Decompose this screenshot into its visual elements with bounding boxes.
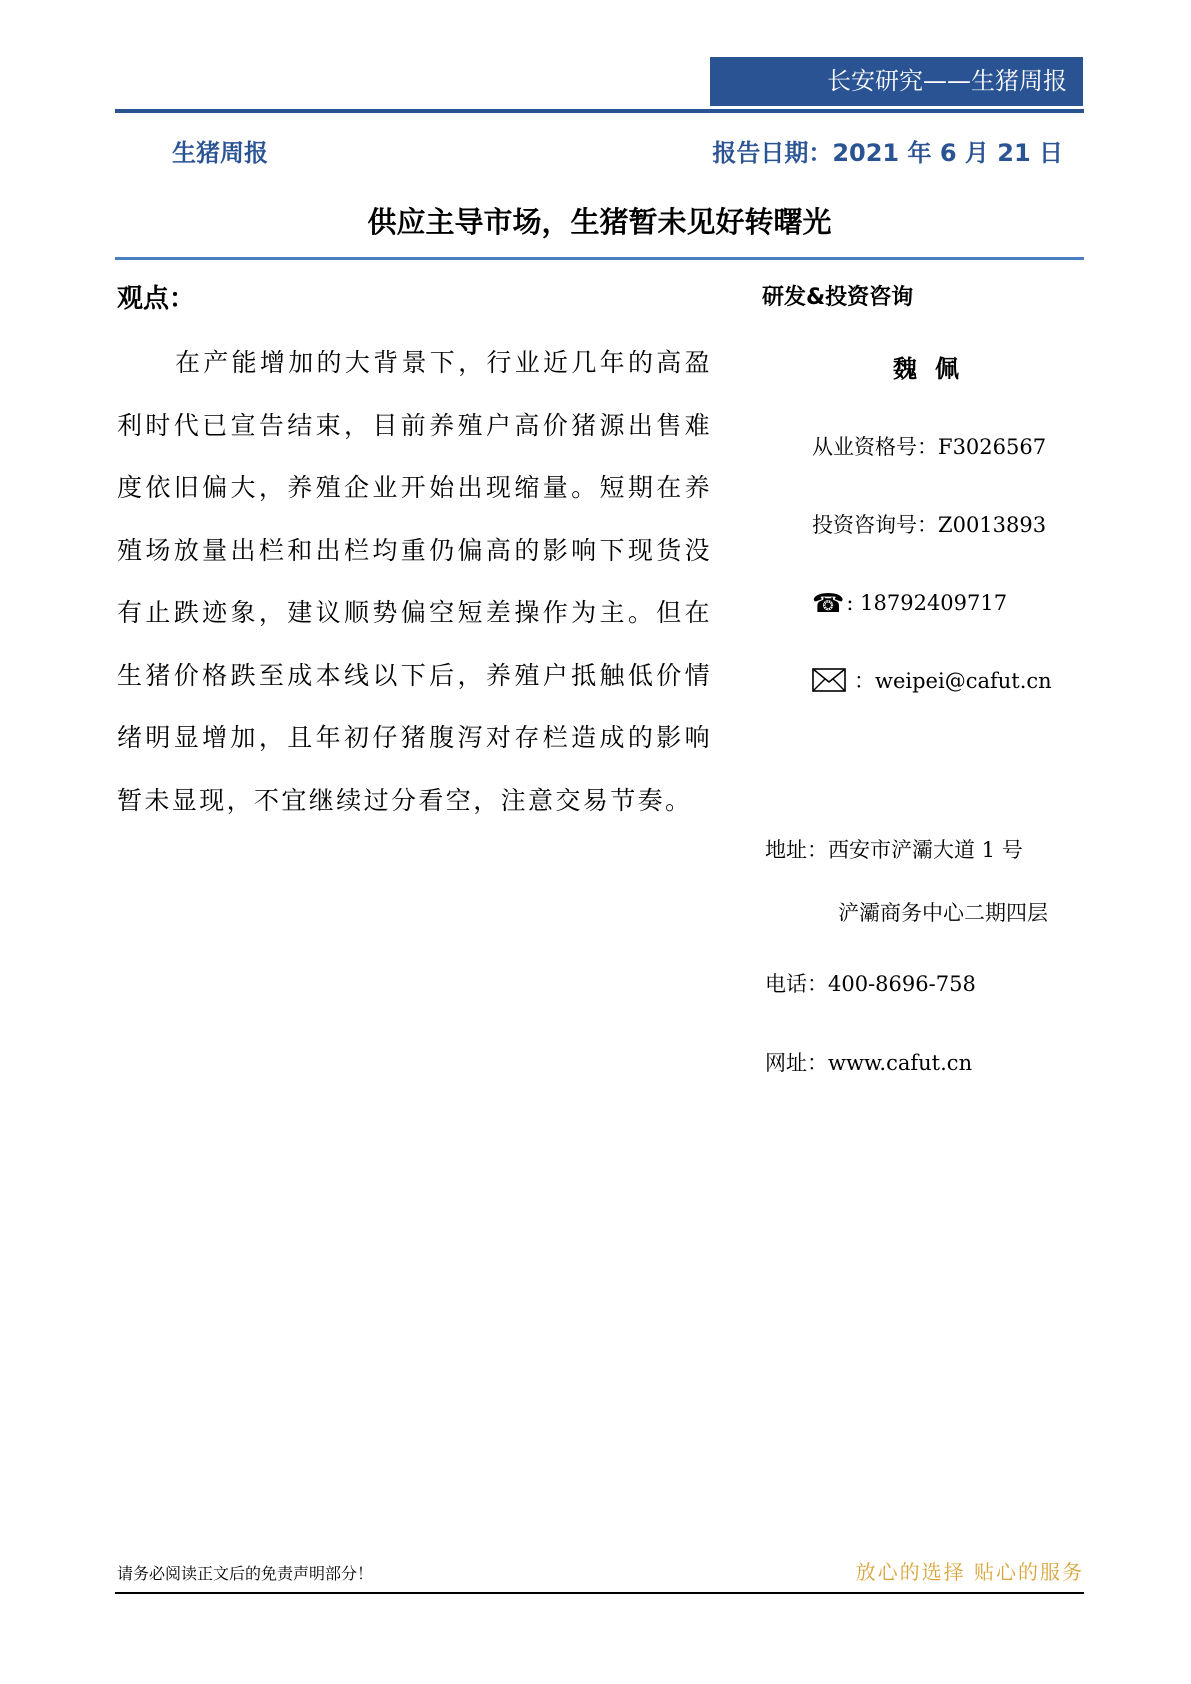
department-label: 研发&投资咨询 [762, 285, 914, 310]
telephone-icon: ☎ [812, 589, 845, 619]
footer-disclaimer: 请务必阅读正文后的免责声明部分！ [117, 1564, 374, 1583]
page-title: 供应主导市场，生猪暂未见好转曙光 [367, 205, 832, 239]
title-rule [115, 257, 1084, 260]
author-name: 魏佩 [893, 354, 977, 383]
envelope-icon [812, 668, 846, 697]
phone-line [812, 589, 1007, 619]
footer-slogan: 放心的选择 贴心的服务 [855, 1560, 1084, 1584]
practice-license: 从业资格号：F3026567 [812, 435, 1047, 459]
company-website[interactable]: 网址：www.cafut.cn [765, 1051, 973, 1075]
advisory-license: 投资咨询号：Z0013893 [812, 513, 1047, 537]
address-line-1: 地址：西安市浐灞大道 1 号 [765, 838, 1023, 862]
viewpoint-body: 在产能增加的大背景下，行业近几年的高盈利时代已宣告结束，目前养殖户高价猪源出售难度依旧偏大，养殖企业开始出现缩量。短期在养殖场放量出栏和出栏均重仍偏高的影响下现货没有止跌迹象，建议顺势偏空短差操作为主。但在生猪价格跌至成本线以下后，养殖户抵触低价情绪明显增加，且年初仔猪腹泻对存栏造成的影响暂未显现，不宜继续过分看空，注意交易节奏。 [117, 348, 712, 815]
email-line [812, 665, 1052, 697]
header-rule [115, 109, 1084, 113]
email-address[interactable]: ：weipei@cafut.cn [854, 669, 1052, 693]
report-name: 生猪周报 [172, 139, 268, 167]
address-line-2: 浐灞商务中心二期四层 [838, 901, 1048, 925]
viewpoint-heading: 观点： [117, 284, 196, 314]
phone-number: : 18792409717 [846, 591, 1008, 615]
header-series-banner: 长安研究——生猪周报 [710, 57, 1083, 106]
company-telephone: 电话：400-8696-758 [765, 972, 976, 996]
footer-rule [115, 1592, 1084, 1594]
report-date: 报告日期：2021 年 6 月 21 日 [712, 139, 1063, 167]
